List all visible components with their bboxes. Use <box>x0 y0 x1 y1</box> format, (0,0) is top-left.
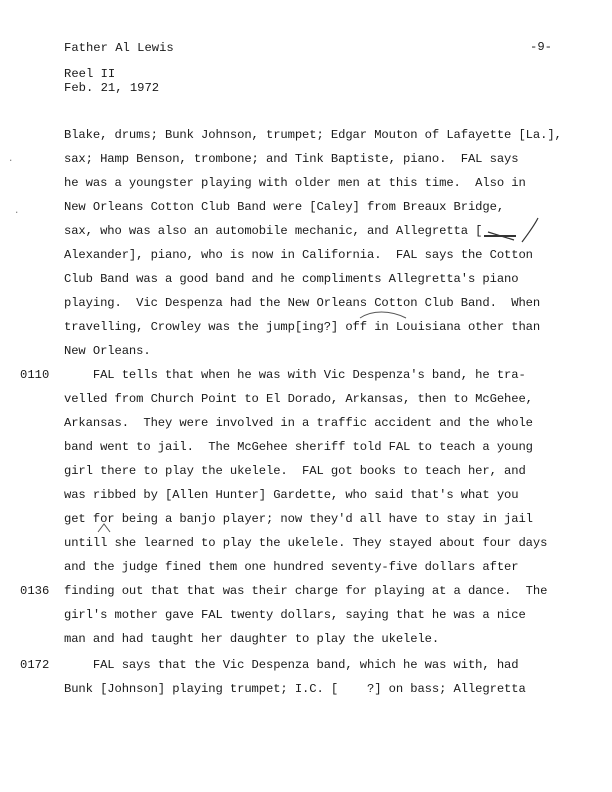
text-line: girl there to play the ukelele. FAL got books to teach her, and <box>64 464 526 478</box>
text-line: Blake, drums; Bunk Johnson, trumpet; Edgar Mouton of Lafayette [La.], <box>64 128 562 142</box>
page-number: -9- <box>530 40 552 54</box>
text-line: girl's mother gave FAL twenty dollars, saying that he was a nice <box>64 608 526 622</box>
text-line: FAL says that the Vic Despenza band, which he was with, had <box>64 658 519 672</box>
text-line: finding out that that was their charge for playing at a dance. The <box>64 584 548 598</box>
text-line: band went to jail. The McGehee sheriff told FAL to teach a young <box>64 440 533 454</box>
text-line: he was a youngster playing with older men at this time. Also in <box>64 176 526 190</box>
text-line: travelling, Crowley was the jump[ing?] off in Louisiana other than <box>64 320 541 334</box>
tape-counter-code: 0136 <box>20 584 50 598</box>
text-line: playing. Vic Despenza had the New Orleans Cotton Club Band. When <box>64 296 541 310</box>
margin-tick-mark: · <box>14 208 20 218</box>
margin-tick-mark: · <box>8 156 14 166</box>
text-line: and the judge fined them one hundred seventy-five dollars after <box>64 560 519 574</box>
handwritten-caret-mark <box>96 522 112 534</box>
handwritten-strike-mark <box>476 216 546 256</box>
text-line: sax; Hamp Benson, trombone; and Tink Baptiste, piano. FAL says <box>64 152 519 166</box>
text-line: New Orleans. <box>64 344 151 358</box>
handwritten-caret-mark <box>356 306 412 322</box>
interviewee-name: Father Al Lewis <box>64 41 174 55</box>
text-line: untill she learned to play the ukelele. They stayed about four days <box>64 536 548 550</box>
reel-label: Reel II <box>64 67 116 81</box>
text-line: velled from Church Point to El Dorado, Arkansas, then to McGehee, <box>64 392 533 406</box>
text-line: sax, who was also an automobile mechanic, and Allegretta [ <box>64 224 483 238</box>
tape-counter-code: 0172 <box>20 658 50 672</box>
text-line: Arkansas. They were involved in a traffic accident and the whole <box>64 416 533 430</box>
text-line: get for being a banjo player; now they'd all have to stay in jail <box>64 512 533 526</box>
text-line: FAL tells that when he was with Vic Despenza's band, he tra- <box>64 368 526 382</box>
text-line: Club Band was a good band and he compliments Allegretta's piano <box>64 272 519 286</box>
text-line: man and had taught her daughter to play the ukelele. <box>64 632 440 646</box>
text-line: was ribbed by [Allen Hunter] Gardette, who said that's what you <box>64 488 519 502</box>
text-line: Bunk [Johnson] playing trumpet; I.C. [ ?] on bass; Allegretta <box>64 682 526 696</box>
text-line: New Orleans Cotton Club Band were [Caley] from Breaux Bridge, <box>64 200 505 214</box>
text-line: Alexander], piano, who is now in California. FAL says the Cotton <box>64 248 533 262</box>
tape-counter-code: 0110 <box>20 368 50 382</box>
interview-date: Feb. 21, 1972 <box>64 81 160 95</box>
